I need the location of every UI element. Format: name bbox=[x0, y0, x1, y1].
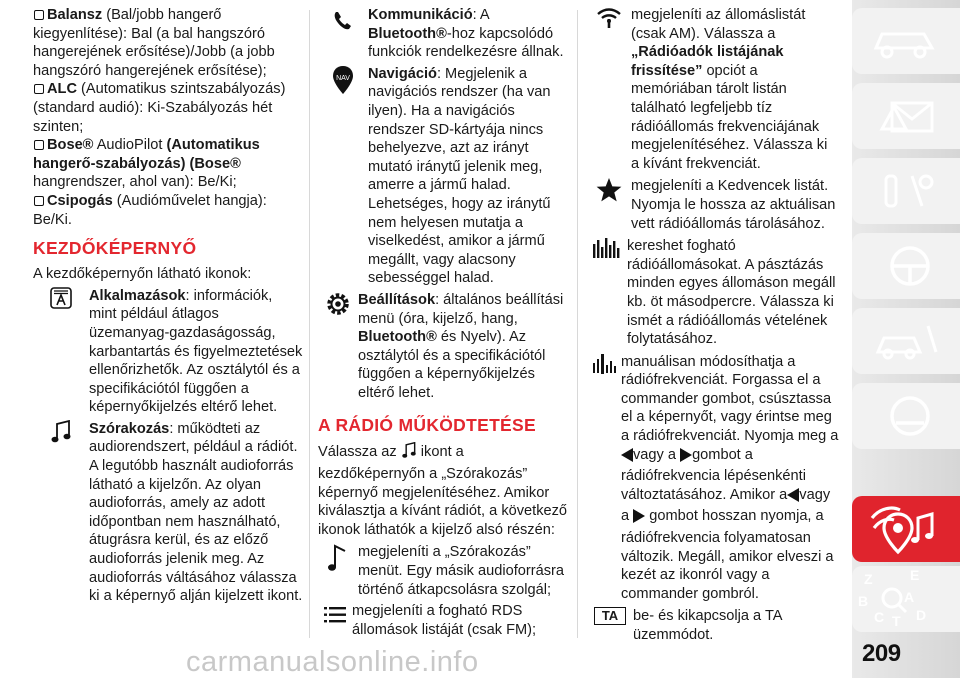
list-icon bbox=[318, 602, 352, 626]
column-1 bbox=[33, 6, 303, 608]
entertainment-row bbox=[33, 420, 303, 606]
navigation-text: : Megjelenik a navigációs rendszer (ha van ilyen). Ha a navigációs rendszer SD-kártyája nincs behelyezve, azt az irányt mutató iránytű jelenik meg, amerre a jármű halad. Lehetséges, hogy az iránytű nem helyesen mutatja a viselkedést, amikor a jármű megállt, vagy alacsony sebességgel halad. bbox=[368, 65, 551, 287]
music-note-icon bbox=[33, 420, 89, 444]
manual-tune-row bbox=[587, 353, 839, 604]
balance-label: Balansz bbox=[47, 7, 103, 23]
star-icon bbox=[587, 177, 631, 203]
music-note-icon bbox=[401, 442, 417, 465]
svg-text:Z: Z bbox=[864, 571, 873, 587]
apps-text: : információk, mint például átlagos üzemanyag-gazdaságosság, karbantartás és figyelmeztetések ellenőrizhetők. Az osztálytól és a specifikációtól függően a képernyőkijelzés eltérő lehet. bbox=[89, 287, 303, 416]
svg-text:B: B bbox=[858, 593, 869, 609]
ta-row bbox=[587, 607, 839, 644]
favorites-text: megjeleníti a Kedvencek listát. Nyomja le hossza az aktuálisan vett rádióállomás tárolásához. bbox=[631, 178, 836, 232]
bose-item bbox=[33, 136, 303, 192]
entertainment-label: Szórakozás bbox=[89, 420, 170, 437]
update-list-row bbox=[587, 7, 839, 173]
tab-index[interactable] bbox=[852, 566, 960, 632]
tuning-icon bbox=[587, 353, 621, 375]
chapter-sidebar bbox=[852, 0, 960, 678]
navigation-row bbox=[318, 65, 568, 288]
bluetooth-label: Bluetooth® bbox=[358, 329, 437, 346]
svg-text:NAV: NAV bbox=[336, 74, 350, 82]
tab-safety[interactable] bbox=[852, 383, 960, 449]
navigation-label: Navigáció bbox=[368, 65, 437, 82]
manual-text-d: vagy bbox=[799, 486, 831, 503]
settings-text: : általános beállítási menü (óra, kijelző, hang, bbox=[358, 291, 564, 327]
beep-label: Csipogás bbox=[47, 192, 113, 209]
bose-text-2: hangrendszer, ahol van): Be/Ki; bbox=[33, 174, 237, 191]
triangle-left-icon bbox=[787, 488, 799, 508]
apps-label: Alkalmazások bbox=[89, 287, 186, 304]
balance-item bbox=[33, 6, 303, 80]
ta-icon bbox=[587, 607, 633, 625]
watermark: carmanualsonline.info bbox=[186, 646, 479, 678]
home-intro: A kezdőképernyőn látható ikonok: bbox=[33, 266, 252, 283]
alc-text-2: (standard audió): Ki-Szabályozás hét szinten; bbox=[33, 99, 273, 135]
apps-icon bbox=[33, 287, 89, 309]
gear-icon bbox=[318, 291, 358, 317]
communication-row bbox=[318, 7, 568, 62]
entertainment-text: : működteti az audiorendszert, például a rádiót. A legutóbb használt audioforrás látható a kijelzőn. Az olyan audioforrás, amely az adott időpontban nem használható, átugrásra kerül, és az előző audioforrás jelenik meg. Az audioforrás váltásához válassza ki a képernyő alján kijelzett ikont. bbox=[89, 420, 303, 605]
tab-tools[interactable] bbox=[852, 158, 960, 224]
communication-text: : A bbox=[472, 7, 490, 23]
station-list-row bbox=[318, 602, 568, 639]
update-text: megjeleníti az állomáslistát (csak AM). Válassza a bbox=[631, 7, 806, 42]
column-divider bbox=[577, 10, 578, 638]
radio-intro-text-2: ikont a kezdőképernyőn a „Szórakozás” képernyő megjelenítéséhez. Amikor kiválasztja a kívánt rádiót, a következő ikonok láthatók a kijelző alsó részén: bbox=[318, 444, 568, 538]
svg-text:D: D bbox=[916, 607, 927, 623]
svg-text:E: E bbox=[910, 567, 920, 583]
tab-warning[interactable] bbox=[852, 83, 960, 149]
manual-text-e: a bbox=[621, 508, 630, 525]
triangle-left-icon bbox=[621, 448, 633, 468]
svg-text:C: C bbox=[874, 609, 885, 625]
tab-multimedia[interactable] bbox=[852, 496, 960, 562]
settings-row bbox=[318, 291, 568, 403]
music-menu-row bbox=[318, 543, 568, 599]
navigation-icon bbox=[318, 65, 368, 95]
manual-text-a: manuálisan módosíthatja a rádiófrekvenciát. Forgassa el a commander gombot, csúsztassa el a képernyőt, vagy érintse meg a rádiófrekvenciát. Nyomja meg a bbox=[621, 353, 839, 445]
apps-row bbox=[33, 287, 303, 417]
checkbox-icon bbox=[34, 140, 44, 150]
checkbox-icon bbox=[34, 10, 44, 20]
bluetooth-label: Bluetooth® bbox=[368, 25, 447, 42]
scan-icon bbox=[587, 237, 627, 259]
music-menu-text: megjeleníti a „Szórakozás” menüt. Egy másik audioforrásra történő átkapcsolásra szolgál; bbox=[358, 544, 565, 598]
column-divider bbox=[309, 10, 310, 638]
checkbox-icon bbox=[34, 196, 44, 206]
bose-text: AudioPilot bbox=[93, 137, 167, 154]
radio-intro bbox=[318, 442, 568, 539]
update-text-2: opciót a memóriában tárolt listán található legfeljebb tíz rádióállomás frekvenciájának megjelenítéséhez. Válassza ki a kívánt frekvenciát. bbox=[631, 62, 828, 172]
communication-text-2: -hoz kapcsolódó funkciók rendelkezésre állnak. bbox=[368, 25, 564, 61]
warning-envelope-icon bbox=[852, 83, 960, 149]
car-tools-icon bbox=[852, 308, 960, 374]
home-screen-heading: KEZDŐKÉPERNYŐ bbox=[33, 238, 197, 259]
tab-car[interactable] bbox=[852, 8, 960, 74]
settings-label: Beállítások bbox=[358, 291, 436, 308]
beep-text-2: Be/Ki. bbox=[33, 211, 72, 228]
bose-label: Bose® bbox=[47, 137, 94, 154]
update-label: „Rádióadók listájának frissítése” bbox=[631, 44, 784, 79]
ta-icon-label: TA bbox=[594, 607, 626, 625]
scan-row bbox=[587, 237, 839, 349]
tools-icon bbox=[852, 158, 960, 224]
page-number: 209 bbox=[862, 640, 901, 667]
triangle-right-icon bbox=[633, 509, 645, 529]
scan-text: kereshet fogható rádióállomásokat. A pásztázás minden egyes állomáson megáll kb. öt másodpercre. Válassza ki ismét a rádióállomás vételének folytatásához. bbox=[627, 238, 836, 348]
index-letters-icon bbox=[852, 566, 960, 632]
communication-label: Kommunikáció bbox=[368, 7, 473, 23]
svg-text:T: T bbox=[892, 613, 901, 629]
car-icon bbox=[852, 8, 960, 74]
tab-steering[interactable] bbox=[852, 233, 960, 299]
favorites-row bbox=[587, 177, 839, 233]
alc-label: ALC bbox=[47, 81, 77, 98]
column-3 bbox=[587, 6, 839, 647]
alc-text: (Automatikus szintszabályozás) bbox=[77, 81, 286, 98]
column-2 bbox=[318, 6, 568, 641]
ta-text: be- és kikapcsolja a TA üzemmódot. bbox=[633, 608, 782, 643]
music-nav-icon bbox=[852, 496, 960, 562]
radio-intro-text: Válassza az bbox=[318, 444, 401, 461]
bose-bold: (Automatikus hangerő-szabályozás) (Bose® bbox=[33, 137, 260, 172]
music-note-icon bbox=[318, 543, 358, 573]
manual-text-f: gombot hosszan nyomja, a rádiófrekvencia folyamatosan változik. Megáll, amikor elveszi a kezét az ikonról vagy a commander gombról. bbox=[621, 508, 834, 602]
alc-item bbox=[33, 80, 303, 136]
beep-item bbox=[33, 192, 303, 229]
balance-text: (Bal/jobb hangerő bbox=[102, 7, 222, 23]
tab-car-tools[interactable] bbox=[852, 308, 960, 374]
triangle-right-icon bbox=[680, 448, 692, 468]
manual-tune-text bbox=[621, 353, 839, 604]
station-list-text: megjeleníti a fogható RDS állomások listáját (csak FM); bbox=[352, 603, 537, 638]
manual-text-c: gombot a rádiófrekvencia lépésenkénti változtatásához. Amikor a bbox=[621, 446, 806, 503]
manual-text-b: vagy a bbox=[633, 446, 676, 463]
checkbox-icon bbox=[34, 84, 44, 94]
balance-text-2: kiegyenlítése): Bal (a bal hangszóró hangerejének erősítése)/Jobb (a jobb hangszóró hangerejének erősítése); bbox=[33, 25, 275, 79]
settings-text-2: és Nyelv). Az osztálytól és a specifikációtól függően a képernyőkijelzés eltérő lehet. bbox=[358, 329, 546, 401]
svg-text:A: A bbox=[904, 589, 915, 605]
steering-wheel-icon bbox=[852, 233, 960, 299]
beep-text: (Audióművelet hangja): bbox=[112, 192, 267, 209]
radio-operation-heading: A RÁDIÓ MŰKÖDTETÉSE bbox=[318, 415, 536, 436]
steering-wheel-icon bbox=[852, 383, 960, 449]
